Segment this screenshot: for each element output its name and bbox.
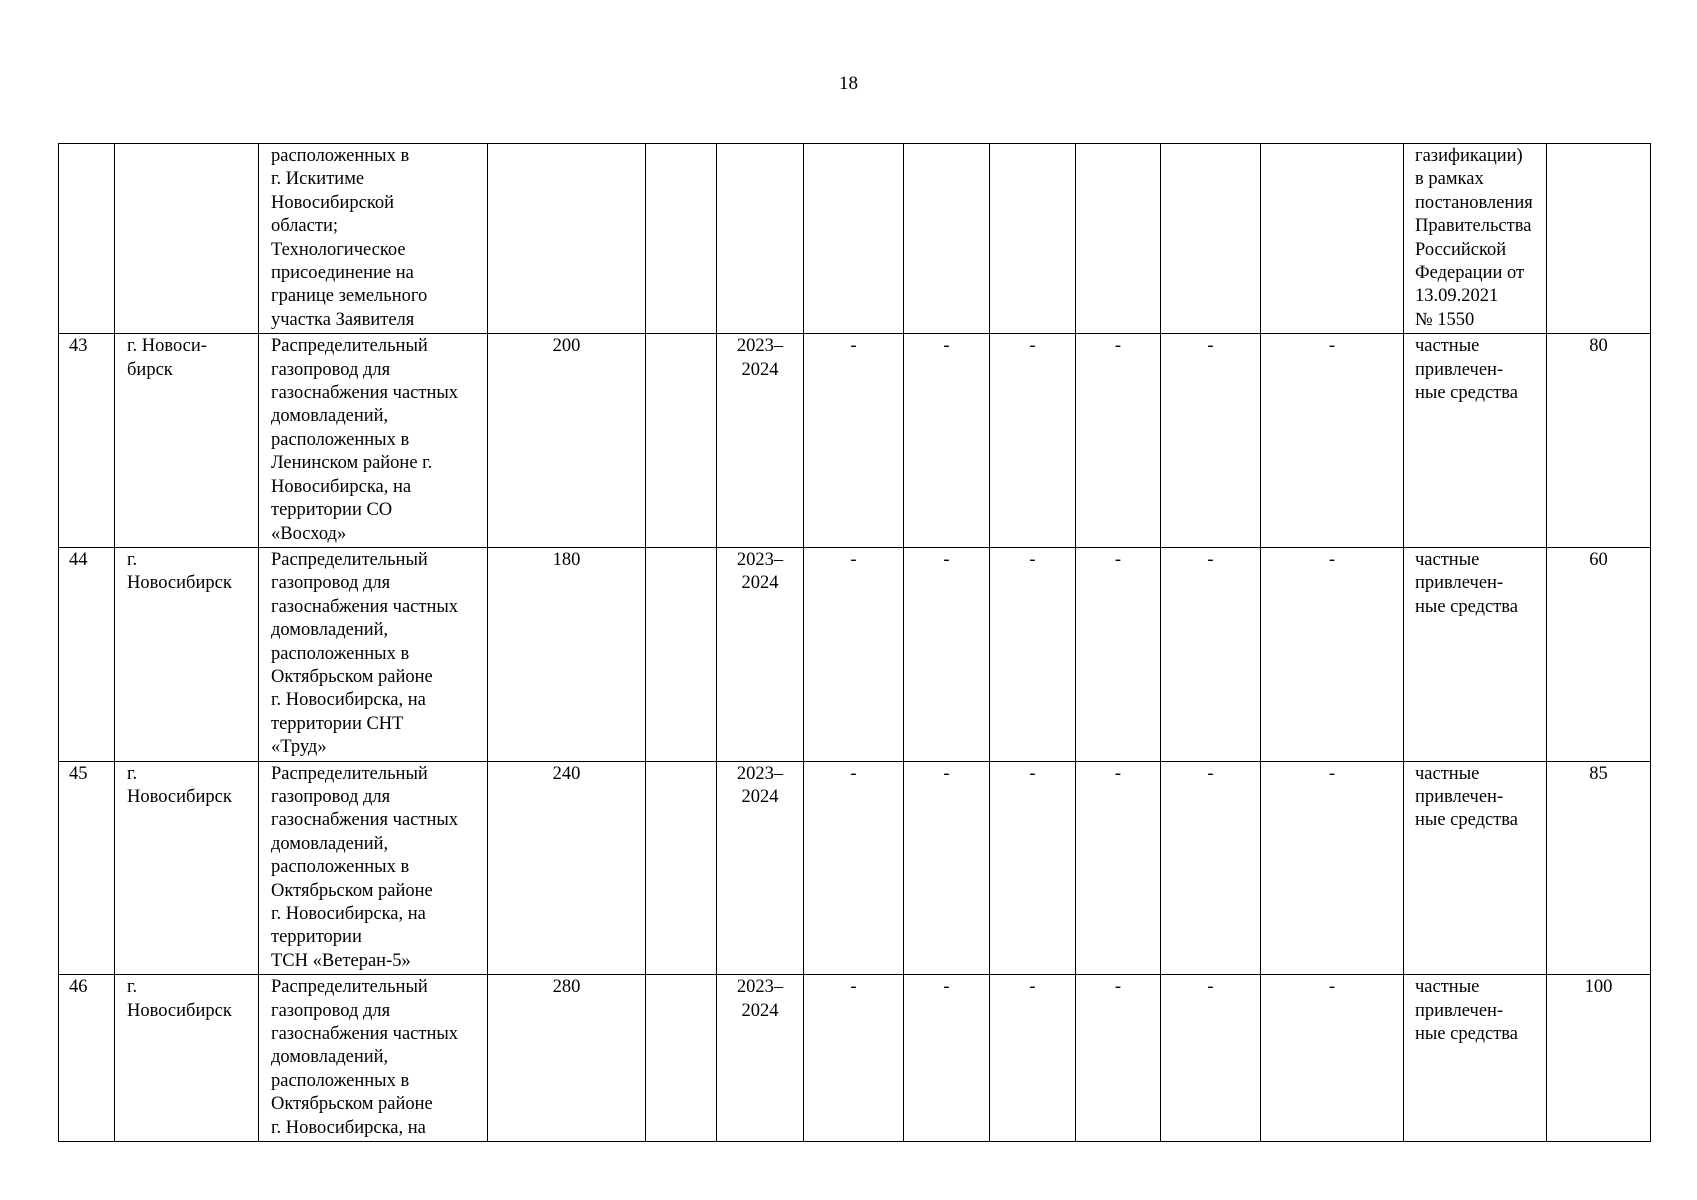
- funding-source-cell: частные привлечен- ные средства: [1404, 761, 1547, 975]
- period-cell: 2023– 2024: [717, 761, 804, 975]
- length-cell: 180: [488, 547, 646, 761]
- length-cell: [488, 144, 646, 334]
- value-cell: -: [990, 761, 1076, 975]
- value-cell: -: [1261, 334, 1404, 548]
- value-cell: -: [1076, 547, 1161, 761]
- row-number-cell: 46: [59, 975, 115, 1142]
- place-cell: г. Новосибирск: [115, 547, 259, 761]
- value-cell: [990, 144, 1076, 334]
- object-description-cell: Распределительный газопровод для газоснабжения частных домовладений, расположенных в Октябрьском районе г. Новосибирска, на территории ТСН «Ветеран-5»: [259, 761, 488, 975]
- object-description-cell: расположенных в г. Искитиме Новосибирской области; Технологическое присоединение на границе земельного участка Заявителя: [259, 144, 488, 334]
- object-description-cell: Распределительный газопровод для газоснабжения частных домовладений, расположенных в Октябрьском районе г. Новосибирска, на территории СНТ «Труд»: [259, 547, 488, 761]
- row-number-cell: 44: [59, 547, 115, 761]
- value-cell: -: [990, 334, 1076, 548]
- value-cell: -: [1161, 334, 1261, 548]
- funding-source-cell: частные привлечен- ные средства: [1404, 547, 1547, 761]
- table-row: [59, 144, 1651, 334]
- value-cell: -: [804, 334, 904, 548]
- value-cell: -: [804, 547, 904, 761]
- value-cell: -: [804, 975, 904, 1142]
- empty-cell: [646, 144, 717, 334]
- amount-cell: [1547, 144, 1651, 334]
- value-cell: [1261, 144, 1404, 334]
- object-description-cell: Распределительный газопровод для газоснабжения частных домовладений, расположенных в Ленинском районе г. Новосибирска, на территории СО «Восход»: [259, 334, 488, 548]
- value-cell: -: [1161, 975, 1261, 1142]
- table-row: [59, 547, 1651, 761]
- object-description-cell: Распределительный газопровод для газоснабжения частных домовладений, расположенных в Октябрьском районе г. Новосибирска, на: [259, 975, 488, 1142]
- length-cell: 280: [488, 975, 646, 1142]
- amount-cell: 60: [1547, 547, 1651, 761]
- period-cell: [717, 144, 804, 334]
- length-cell: 200: [488, 334, 646, 548]
- empty-cell: [646, 334, 717, 548]
- row-number-cell: 43: [59, 334, 115, 548]
- period-cell: 2023– 2024: [717, 334, 804, 548]
- amount-cell: 80: [1547, 334, 1651, 548]
- amount-cell: 85: [1547, 761, 1651, 975]
- empty-cell: [646, 547, 717, 761]
- row-number-cell: 45: [59, 761, 115, 975]
- empty-cell: [646, 975, 717, 1142]
- value-cell: -: [904, 761, 990, 975]
- value-cell: [804, 144, 904, 334]
- funding-source-cell: газификации) в рамках постановления Правительства Российской Федерации от 13.09.2021 № 1550: [1404, 144, 1547, 334]
- value-cell: -: [990, 547, 1076, 761]
- value-cell: [1076, 144, 1161, 334]
- value-cell: -: [990, 975, 1076, 1142]
- value-cell: -: [1076, 761, 1161, 975]
- value-cell: -: [1161, 761, 1261, 975]
- value-cell: -: [1261, 975, 1404, 1142]
- funding-source-cell: частные привлечен- ные средства: [1404, 975, 1547, 1142]
- place-cell: [115, 144, 259, 334]
- funding-source-cell: частные привлечен- ные средства: [1404, 334, 1547, 548]
- table-row: [59, 334, 1651, 548]
- page-number: 18: [839, 73, 858, 94]
- row-number-cell: [59, 144, 115, 334]
- value-cell: -: [1261, 761, 1404, 975]
- table-row: [59, 975, 1651, 1142]
- table-row: [59, 761, 1651, 975]
- value-cell: -: [1076, 334, 1161, 548]
- value-cell: -: [804, 761, 904, 975]
- value-cell: -: [904, 975, 990, 1142]
- value-cell: -: [1161, 547, 1261, 761]
- value-cell: -: [1076, 975, 1161, 1142]
- empty-cell: [646, 761, 717, 975]
- value-cell: [904, 144, 990, 334]
- place-cell: г. Новосибирск: [115, 761, 259, 975]
- length-cell: 240: [488, 761, 646, 975]
- value-cell: [1161, 144, 1261, 334]
- gas-pipeline-table: [58, 143, 1651, 1142]
- place-cell: г. Новосибирск: [115, 975, 259, 1142]
- place-cell: г. Новоси- бирск: [115, 334, 259, 548]
- value-cell: -: [904, 334, 990, 548]
- period-cell: 2023– 2024: [717, 975, 804, 1142]
- value-cell: -: [1261, 547, 1404, 761]
- amount-cell: 100: [1547, 975, 1651, 1142]
- value-cell: -: [904, 547, 990, 761]
- period-cell: 2023– 2024: [717, 547, 804, 761]
